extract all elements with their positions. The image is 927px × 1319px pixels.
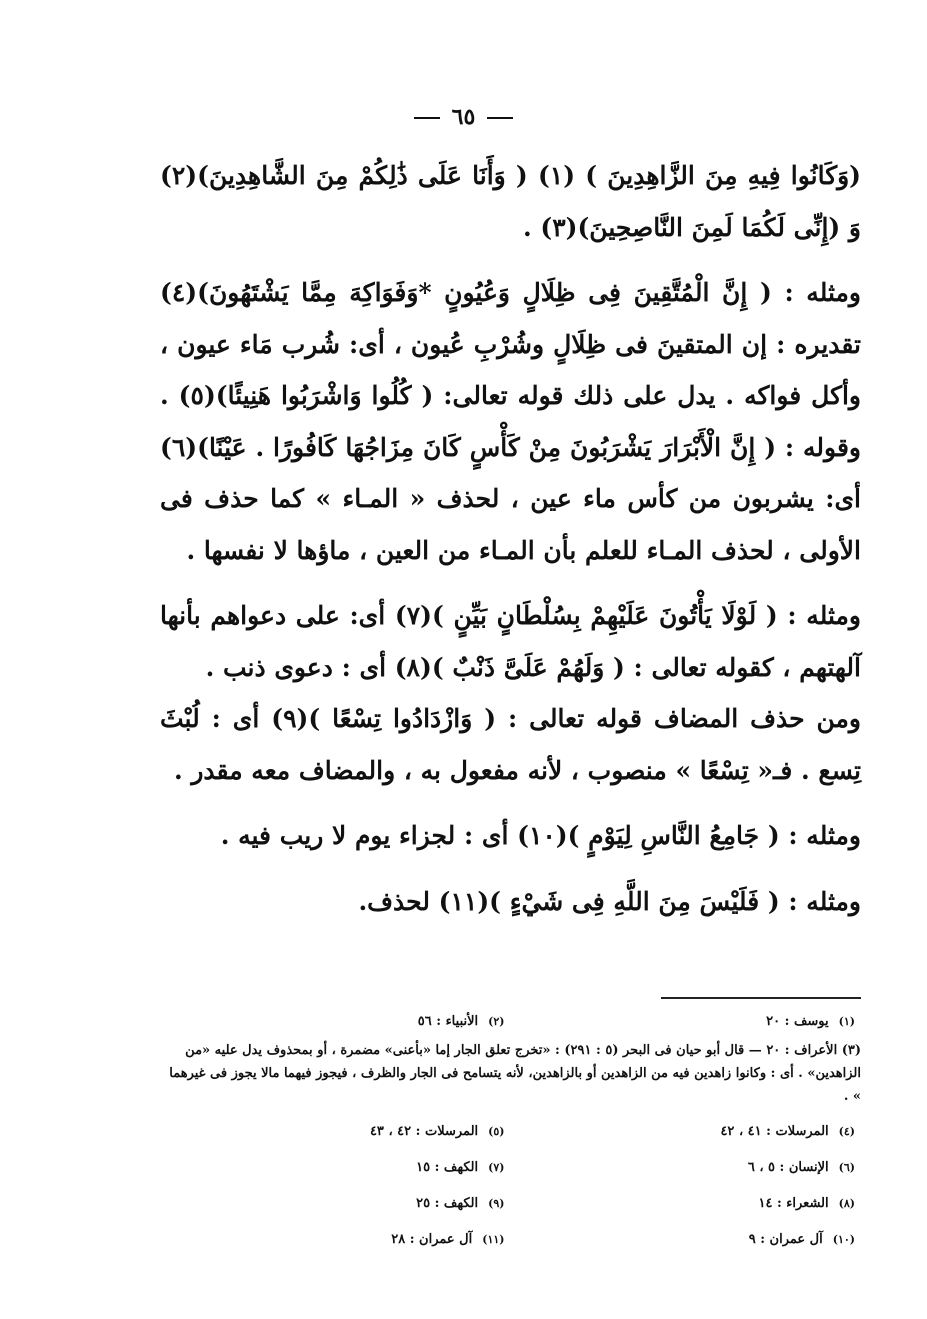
footnote-2 <box>160 1010 511 1033</box>
footnote-number: (١) <box>838 1015 855 1028</box>
footnote-row <box>160 1120 861 1143</box>
footnote-separator <box>661 997 861 999</box>
footnote-row <box>160 1228 861 1251</box>
page-number-dash-right <box>487 117 513 119</box>
footnote-1 <box>511 1010 862 1033</box>
footnote-text: الأنبياء : ٥٦ <box>417 1014 479 1029</box>
footnote-5 <box>160 1120 511 1143</box>
footnote-8 <box>511 1192 862 1215</box>
footnote-text: آل عمران : ٢٨ <box>391 1232 473 1247</box>
footnote-row <box>160 1156 861 1179</box>
footnote-6 <box>511 1156 862 1179</box>
footnote-text: الشعراء : ١٤ <box>758 1196 829 1211</box>
footnote-text: آل عمران : ٩ <box>748 1232 823 1247</box>
footnotes <box>160 1010 861 1264</box>
footnote-number: (٧) <box>488 1161 505 1174</box>
paragraph-3: ومثله : ( لَوْلَا يَأْتُونَ عَلَيْهِمْ بِسُلْطَانٍ بَيِّنٍ )(٧) أى: على دعواهم بأنها آلهتهم ، كقوله تعالى : ( وَلَهُمْ عَلَىَّ ذَنْبٌ )(٨) أى : دعوى ذنب . <box>160 601 861 682</box>
footnote-text: الإنسان : ٥ ، ٦ <box>747 1160 829 1175</box>
footnote-number: (٦) <box>838 1161 855 1174</box>
page-number-dash-left <box>414 117 440 119</box>
paragraph-5: ومثله : ( جَامِعُ النَّاسِ لِيَوْمٍ )(١٠) أى : لجزاء يوم لا ريب فيه . <box>220 821 861 850</box>
footnote-9 <box>160 1192 511 1215</box>
paragraph-4: ومن حذف المضاف قوله تعالى : ( وَازْدَادُوا تِسْعًا )(٩) أى : لُبْثَ تِسع . فـ« تِسْعًا » منصوب ، لأنه مفعول به ، والمضاف معه مقدر . <box>160 704 861 785</box>
footnote-text: المرسلات : ٤٢ ، ٤٣ <box>369 1124 479 1139</box>
paragraph-1: (وَكَانُوا فِيهِ مِنَ الزَّاهِدِينَ ) (١) ( وَأَنَا عَلَى ذَٰلِكُمْ مِنَ الشَّاهِدِينَ)(٢) وَ (إِنِّى لَكُمَا لَمِنَ النَّاصِحِينَ)(٣) . <box>160 161 861 242</box>
footnote-text: الكهف : ١٥ <box>416 1160 479 1175</box>
footnote-3: (٣) الأعراف : ٢٠ — قال أبو حيان فى البحر (٥ : ٢٩١) : «تخرج تعلق الجار إما «بأعنى» مضمرة ، أو بمحذوف يدل عليه «من الزاهدين» . أى : وكانوا زاهدين فيه من الزاهدين أو بالزاهدين، لأنه يتسامح فى الجار والظرف ، فيجوز فيهما مالا يجوز فى غيرهما » . <box>169 1043 861 1104</box>
footnote-number: (٩) <box>488 1197 505 1210</box>
footnote-number: (٤) <box>838 1125 855 1138</box>
paragraph-6: ومثله : ( فَلَيْسَ مِنَ اللَّهِ فِى شَيْءٍ )(١١) لحذف. <box>358 886 861 916</box>
footnote-text: المرسلات : ٤١ ، ٤٢ <box>720 1124 829 1139</box>
footnote-10 <box>511 1228 862 1251</box>
footnote-4 <box>511 1120 862 1143</box>
footnote-row <box>160 1192 861 1215</box>
footnote-number: (١١) <box>482 1233 505 1246</box>
page-number: ٦٥ <box>451 104 476 130</box>
footnote-number: (٥) <box>488 1125 505 1138</box>
page-number-line <box>0 104 927 130</box>
footnote-number: (٢) <box>488 1015 505 1028</box>
footnote-number: (٨) <box>838 1197 855 1210</box>
footnote-text: يوسف : ٢٠ <box>766 1014 829 1029</box>
footnote-number: (١٠) <box>832 1233 855 1246</box>
footnote-11 <box>160 1228 511 1251</box>
footnote-row <box>160 1010 861 1033</box>
footnote-pairs <box>160 1120 861 1251</box>
main-text <box>160 150 861 927</box>
paragraph-2: ومثله : ( إِنَّ الْمُتَّقِينَ فِى ظِلَالٍ وَعُيُونٍ *وَفَوَاكِهَ مِمَّا يَشْتَهُونَ)(٤) تقديره : إن المتقينَ فى ظِلَالٍ وشُرْبِ عُيون ، أى: شُرب مَاء عيون ، وأكل فواكه . يدل على ذلك قوله تعالى: ( كُلُوا وَاشْرَبُوا هَنِيئًا)(٥) . وقوله : ( إِنَّ الْأَبْرَارَ يَشْرَبُونَ مِنْ كَأْسٍ كَانَ مِزَاجُهَا كَافُورًا . عَيْنًا)(٦) أى: يشربون من كأس ماء عين ، لحذف « المـاء » كما حذف فى الأولى ، لحذف المـاء للعلم بأن المـاء من العين ، ماؤها لا نفسها . <box>160 278 861 565</box>
footnote-text: الكهف : ٢٥ <box>416 1196 479 1211</box>
footnote-7 <box>160 1156 511 1179</box>
